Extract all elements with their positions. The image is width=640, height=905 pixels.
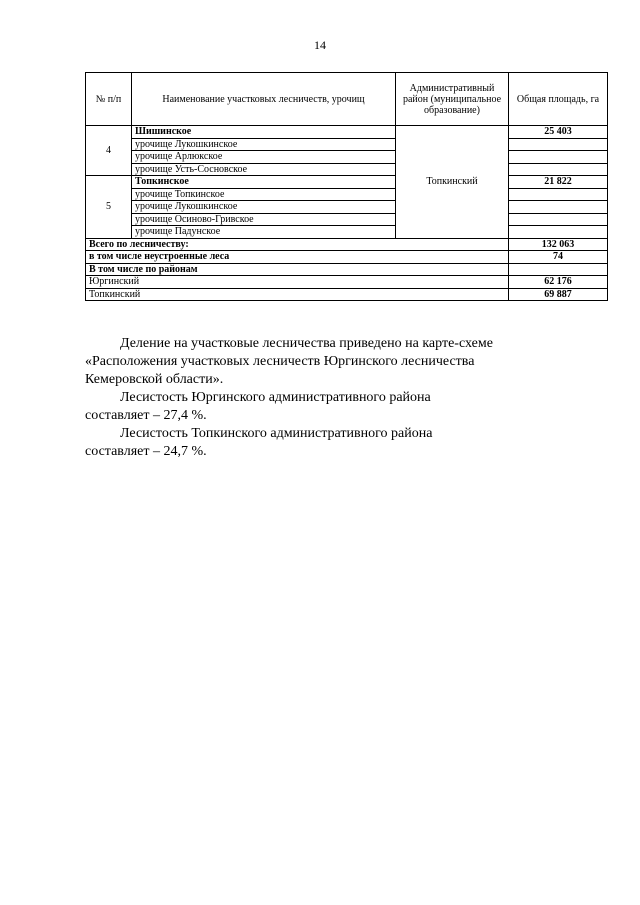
paragraph-line: Деление на участковые лесничества приведено на карте-схеме — [120, 336, 493, 351]
tract-name: урочище Лукошкинское — [132, 201, 396, 214]
table-row — [86, 263, 608, 276]
district-cell: Топкинский — [396, 126, 509, 239]
paragraph-line: «Расположения участковых лесничеств Юргинского лесничества — [85, 354, 475, 369]
table-row — [86, 163, 608, 176]
tract-area — [509, 201, 608, 214]
forestry-area: 21 822 — [509, 176, 608, 189]
table-row — [86, 288, 608, 301]
tract-area — [509, 188, 608, 201]
header-district: Административный район (муниципальное образование) — [396, 73, 509, 126]
tract-name: урочище Падунское — [132, 226, 396, 239]
row-num: 4 — [86, 126, 132, 176]
tract-name: урочище Топкинское — [132, 188, 396, 201]
row-num: 5 — [86, 176, 132, 239]
table-row — [86, 213, 608, 226]
by-districts-label: В том числе по районам — [86, 263, 509, 276]
page-number: 14 — [314, 38, 326, 52]
table-row — [86, 201, 608, 214]
table-row — [86, 238, 608, 251]
header-area: Общая площадь, га — [509, 73, 608, 126]
paragraph-line: Лесистость Юргинского административного района — [120, 390, 431, 405]
table-row — [86, 151, 608, 164]
table-row — [86, 176, 608, 189]
table-row — [86, 251, 608, 264]
forestry-name: Шишинское — [132, 126, 396, 139]
body-text — [85, 335, 604, 461]
tract-area — [509, 226, 608, 239]
tract-name: урочище Усть-Сосновское — [132, 163, 396, 176]
district-area: 69 887 — [509, 288, 608, 301]
paragraph-line: составляет – 27,4 %. — [85, 408, 207, 423]
tract-area — [509, 163, 608, 176]
paragraph-line: Кемеровской области». — [85, 372, 224, 387]
district-name: Топкинский — [86, 288, 509, 301]
total-value: 132 063 — [509, 238, 608, 251]
district-name: Юргинский — [86, 276, 509, 289]
forestry-name: Топкинское — [132, 176, 396, 189]
paragraph-line: Лесистость Топкинского административного района — [120, 426, 433, 441]
forestry-table — [85, 72, 608, 301]
header-num: № п/п — [86, 73, 132, 126]
header-name: Наименование участковых лесничеств, урочищ — [132, 73, 396, 126]
table-row — [86, 226, 608, 239]
unsettled-label: в том числе неустроенные леса — [86, 251, 509, 264]
district-area: 62 176 — [509, 276, 608, 289]
tract-name: урочище Лукошкинское — [132, 138, 396, 151]
tract-area — [509, 151, 608, 164]
table-header-row — [86, 73, 608, 126]
table-row — [86, 276, 608, 289]
tract-area — [509, 213, 608, 226]
table-row — [86, 126, 608, 139]
tract-name: урочище Осиново-Гривское — [132, 213, 396, 226]
by-districts-value — [509, 263, 608, 276]
tract-area — [509, 138, 608, 151]
unsettled-value: 74 — [509, 251, 608, 264]
paragraph-line: составляет – 24,7 %. — [85, 444, 207, 459]
table-row — [86, 138, 608, 151]
tract-name: урочище Арлюкское — [132, 151, 396, 164]
total-label: Всего по лесничеству: — [86, 238, 509, 251]
forestry-area: 25 403 — [509, 126, 608, 139]
table-row — [86, 188, 608, 201]
